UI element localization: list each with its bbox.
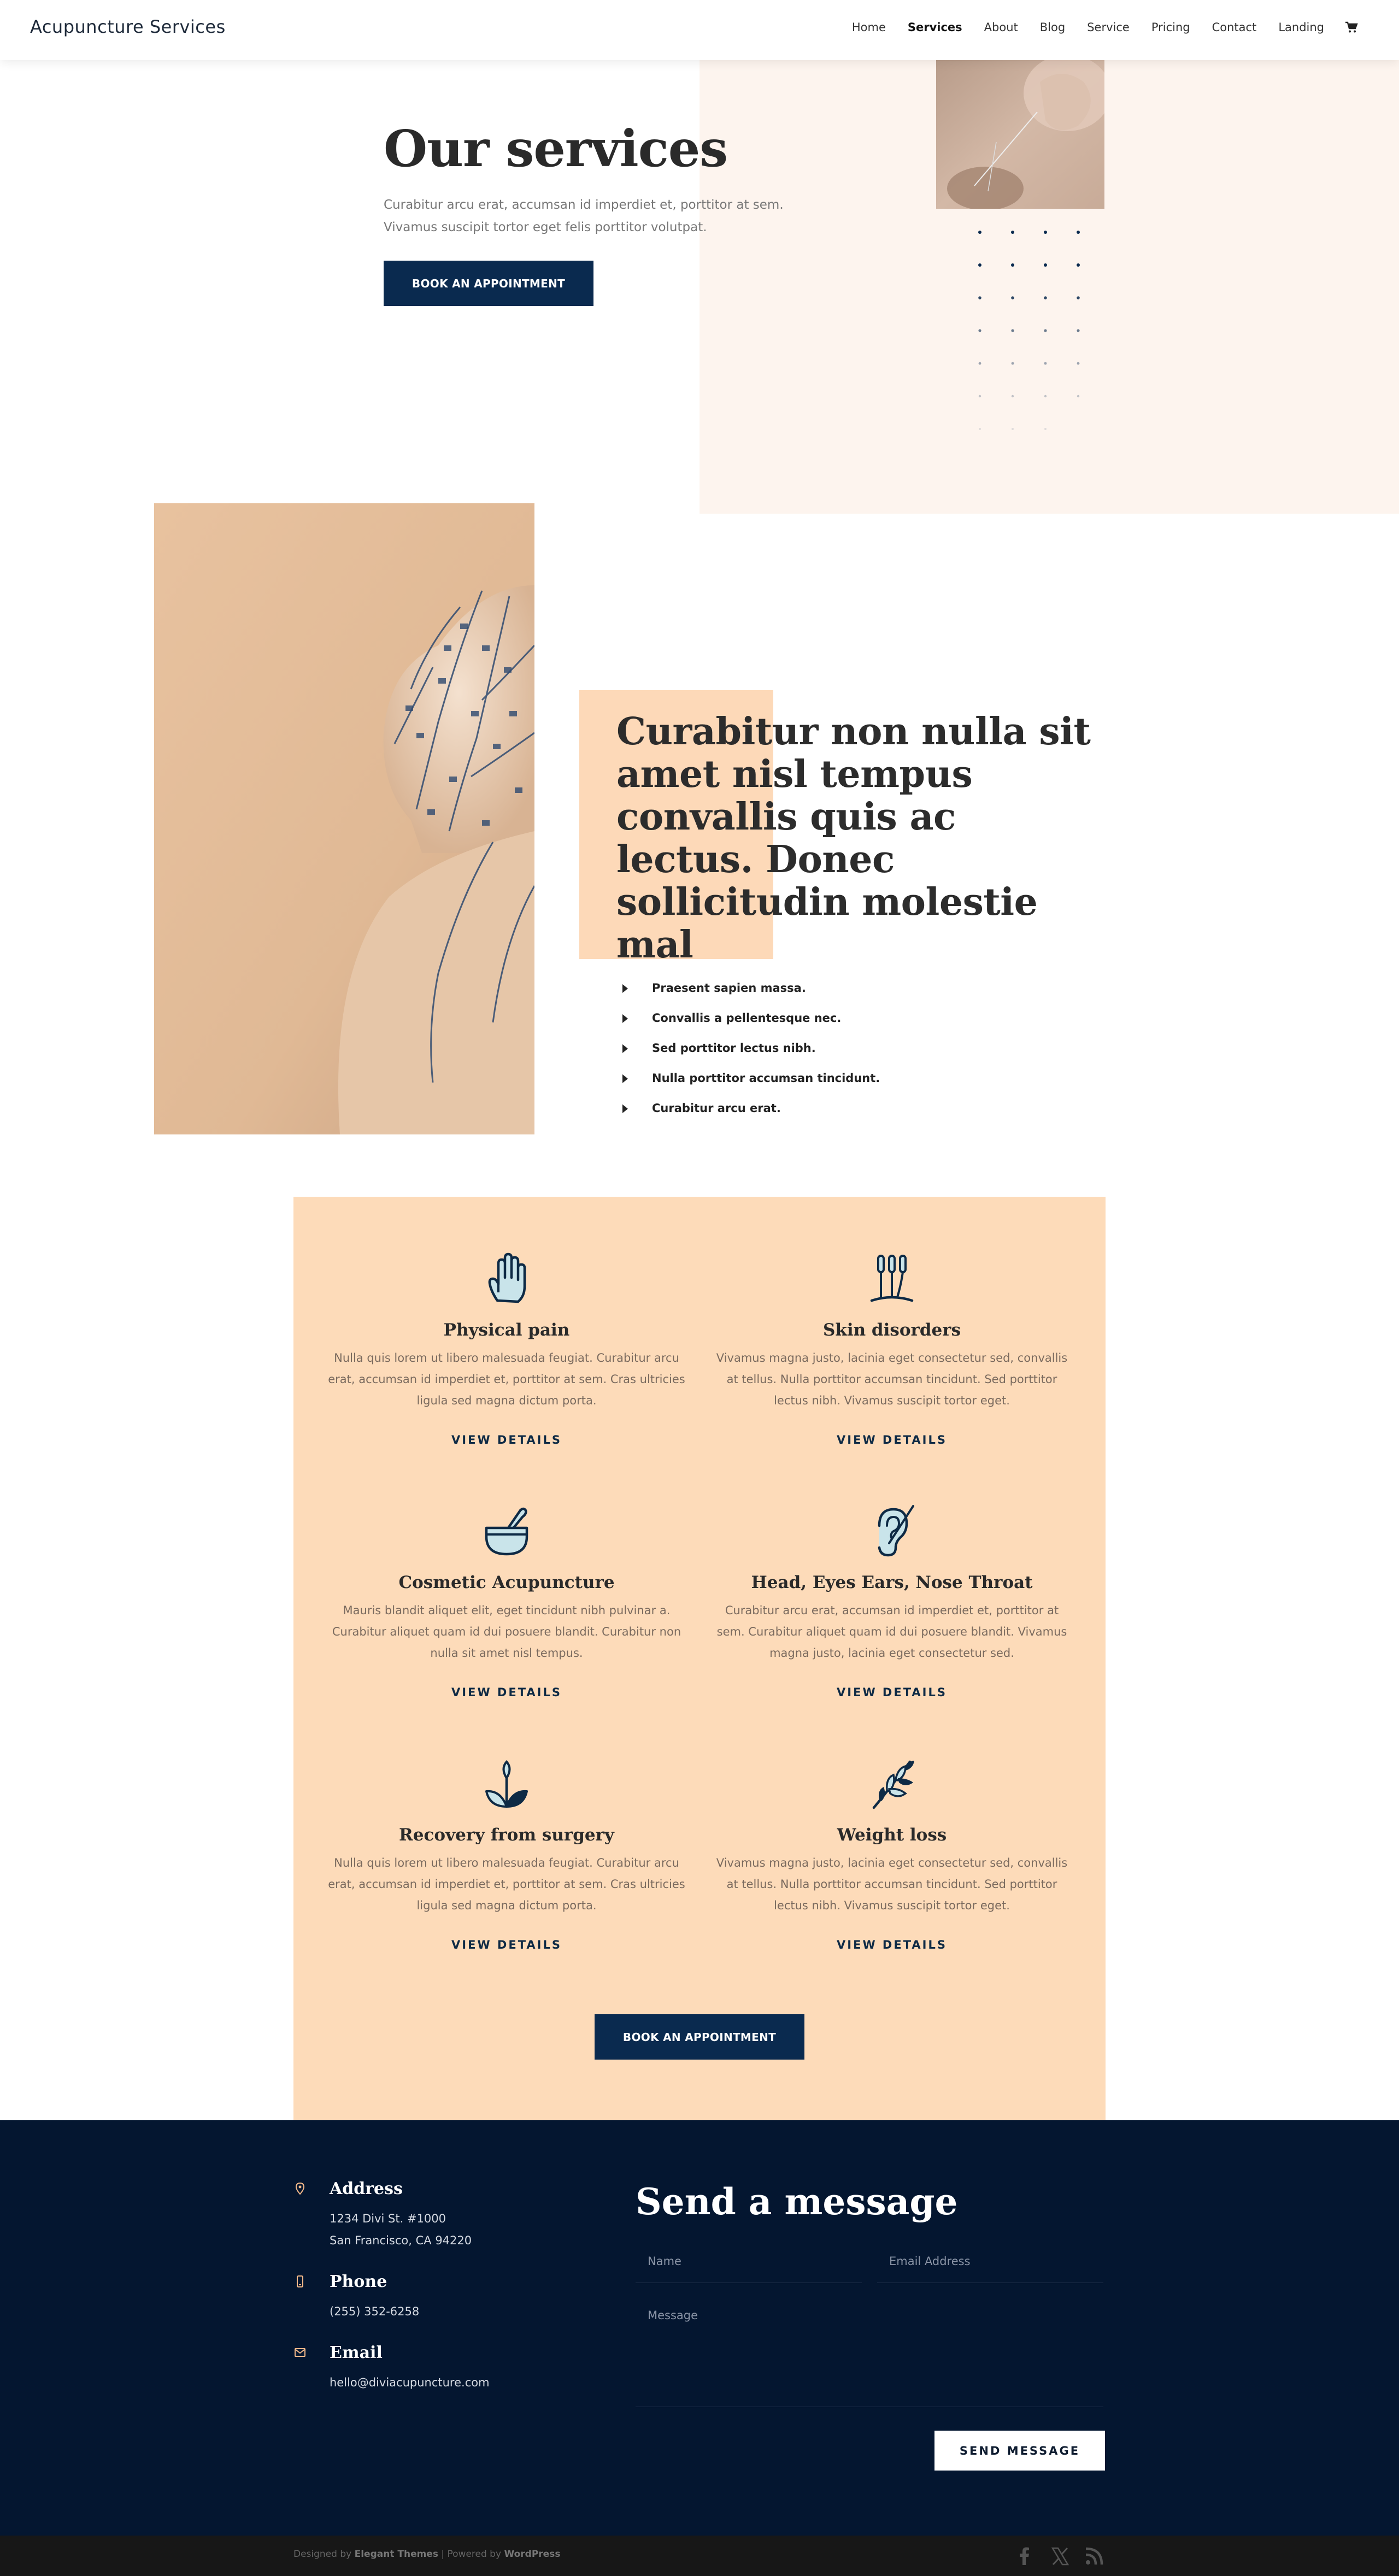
nav-pricing[interactable]: Pricing	[1151, 21, 1190, 34]
hero-description-line-1: Curabitur arcu erat, accumsan id imperdiet et, porttitor at sem.	[384, 198, 784, 212]
services-book-appointment-button[interactable]: BOOK AN APPOINTMENT	[595, 2014, 804, 2060]
nav-service[interactable]: Service	[1087, 21, 1130, 34]
feature-heading: Curabitur non nulla sit amet nisl tempus convallis quis ac lectus. Donec sollicitudin molestie mal	[616, 710, 1091, 967]
message-textarea[interactable]	[636, 2298, 1103, 2407]
caret-right-icon	[622, 1014, 628, 1023]
hero-description-line-2: Vivamus suscipit tortor eget felis porttitor volutpat.	[384, 220, 707, 234]
credits-powered-by: | Powered by	[441, 2549, 502, 2560]
service-card-skin-disorders	[712, 1251, 1072, 1446]
caret-right-icon	[622, 1074, 628, 1083]
nav-about[interactable]: About	[984, 21, 1018, 34]
footer-credits	[293, 2549, 560, 2560]
caret-right-icon	[622, 1104, 628, 1113]
envelope-icon	[293, 2346, 307, 2359]
view-details-link[interactable]: VIEW DETAILS	[451, 1433, 562, 1446]
service-title: Recovery from surgery	[399, 1825, 614, 1845]
address-lines	[330, 2208, 472, 2251]
elegant-themes-link[interactable]: Elegant Themes	[354, 2549, 438, 2560]
hero-description	[384, 194, 799, 239]
nav-landing[interactable]: Landing	[1278, 21, 1324, 34]
caret-right-icon	[622, 984, 628, 993]
map-pin-icon	[293, 2182, 307, 2195]
view-details-link[interactable]: VIEW DETAILS	[837, 1938, 947, 1951]
nav-blog[interactable]: Blog	[1039, 21, 1066, 34]
view-details-link[interactable]: VIEW DETAILS	[837, 1686, 947, 1699]
address-title: Address	[330, 2179, 403, 2198]
email-lines	[330, 2372, 490, 2393]
service-card-head-eyes-ears	[712, 1504, 1072, 1699]
cart-icon[interactable]	[1345, 21, 1358, 33]
list-item-text: Nulla porttitor accumsan tincidunt.	[652, 1072, 880, 1085]
list-item-text: Curabitur arcu erat.	[652, 1102, 781, 1115]
phone-title: Phone	[330, 2272, 387, 2291]
email-title: Email	[330, 2343, 383, 2362]
view-details-link[interactable]: VIEW DETAILS	[451, 1938, 562, 1951]
main-nav	[830, 21, 1358, 34]
service-description: Nulla quis lorem ut libero malesuada feugiat. Curabitur arcu erat, accumsan id imperdiet et, porttitor at sem. Cras ultricies ligula sed magna dictum porta.	[328, 1351, 685, 1407]
service-card-cosmetic-acupuncture	[326, 1504, 687, 1699]
service-description: Vivamus magna justo, lacinia eget consectetur sed, convallis at tellus. Nulla porttitor accumsan tincidunt. Sed porttitor lectus nibh. Vivamus suscipit tortor eget.	[716, 1351, 1068, 1407]
email-address[interactable]: hello@diviacupuncture.com	[330, 2376, 490, 2389]
nav-services[interactable]: Services	[907, 21, 962, 34]
phone-icon	[293, 2275, 307, 2288]
herb-icon	[867, 1756, 916, 1811]
list-item-text: Praesent sapien massa.	[652, 981, 806, 995]
footer-bottom-bar	[0, 2536, 1399, 2576]
phone-number[interactable]: (255) 352-6258	[330, 2305, 420, 2318]
service-card-weight-loss	[712, 1756, 1072, 1951]
credits-designed-by: Designed by	[293, 2549, 352, 2560]
service-description: Nulla quis lorem ut libero malesuada feugiat. Curabitur arcu erat, accumsan id imperdiet et, porttitor at sem. Cras ultricies ligula sed magna dictum porta.	[328, 1856, 685, 1912]
service-description: Mauris blandit aliquet elit, eget tincidunt nibh pulvinar a. Curabitur aliquet quam id dui posuere blandit. Curabitur non nulla sit amet nisl tempus.	[332, 1604, 681, 1660]
service-title: Physical pain	[443, 1320, 570, 1340]
address-line-2: San Francisco, CA 94220	[330, 2234, 472, 2247]
list-item	[619, 1100, 880, 1130]
hero-acupuncture-photo	[936, 60, 1104, 209]
list-item	[619, 980, 880, 1010]
sprout-icon	[482, 1756, 531, 1811]
site-logo[interactable]: Acupuncture Services	[30, 16, 226, 37]
site-header	[0, 0, 1399, 60]
list-item	[619, 1070, 880, 1100]
decorative-dots	[975, 228, 1101, 436]
name-input[interactable]	[636, 2239, 862, 2283]
ear-icon	[867, 1504, 916, 1558]
service-title: Weight loss	[837, 1825, 947, 1845]
list-item-text: Convallis a pellentesque nec.	[652, 1011, 842, 1025]
nav-home[interactable]: Home	[851, 21, 886, 34]
service-description: Curabitur arcu erat, accumsan id imperdiet et, porttitor at sem. Curabitur aliquet quam id dui posuere blandit. Vivamus magna justo, lacinia eget consectetur sed.	[716, 1604, 1067, 1660]
email-input[interactable]	[877, 2239, 1103, 2283]
hero-book-appointment-button[interactable]: BOOK AN APPOINTMENT	[384, 261, 593, 306]
service-title: Skin disorders	[822, 1320, 961, 1340]
caret-right-icon	[622, 1044, 628, 1053]
send-message-button[interactable]: SEND MESSAGE	[934, 2431, 1105, 2471]
view-details-link[interactable]: VIEW DETAILS	[837, 1433, 947, 1446]
rss-icon[interactable]	[1084, 2546, 1104, 2566]
service-description: Vivamus magna justo, lacinia eget consectetur sed, convallis at tellus. Nulla porttitor accumsan tincidunt. Sed porttitor lectus nibh. Vivamus suscipit tortor eget.	[716, 1856, 1068, 1912]
feature-bullet-list	[619, 980, 880, 1130]
phone-lines	[330, 2301, 419, 2322]
service-card-recovery	[326, 1756, 687, 1951]
send-message-title: Send a message	[636, 2180, 958, 2223]
facebook-icon[interactable]	[1015, 2546, 1034, 2566]
list-item	[619, 1010, 880, 1040]
mortar-icon	[482, 1504, 531, 1558]
nav-contact[interactable]: Contact	[1212, 21, 1257, 34]
x-icon[interactable]	[1050, 2546, 1070, 2566]
view-details-link[interactable]: VIEW DETAILS	[451, 1686, 562, 1699]
wordpress-link[interactable]: WordPress	[504, 2549, 561, 2560]
page-title: Our services	[384, 119, 728, 178]
needles-icon	[867, 1251, 916, 1306]
hand-icon	[482, 1251, 531, 1306]
service-title: Cosmetic Acupuncture	[398, 1573, 615, 1592]
list-item-text: Sed porttitor lectus nibh.	[652, 1042, 816, 1055]
list-item	[619, 1040, 880, 1070]
service-title: Head, Eyes Ears, Nose Throat	[751, 1573, 1033, 1592]
acupuncture-mannequin-photo	[154, 503, 534, 1134]
address-line-1: 1234 Divi St. #1000	[330, 2212, 446, 2225]
service-card-physical-pain	[326, 1251, 687, 1446]
